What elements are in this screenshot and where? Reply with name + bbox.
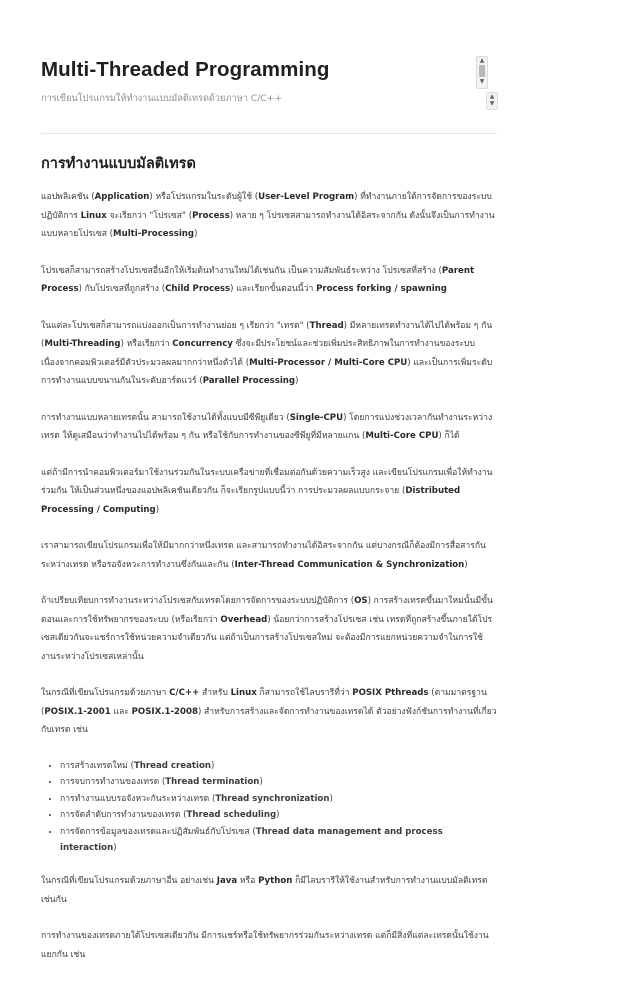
title-scroll-control[interactable] bbox=[476, 56, 488, 89]
header-divider bbox=[41, 133, 497, 134]
list-item bbox=[60, 774, 497, 791]
body-paragraph bbox=[41, 464, 497, 520]
thread-function-list bbox=[41, 758, 497, 858]
text-run: การจัดลำดับการทำงานของเทรด ( bbox=[60, 810, 187, 821]
body-paragraph bbox=[41, 684, 497, 740]
text-run: ) ก็ได้ bbox=[438, 431, 460, 441]
article-body bbox=[41, 150, 497, 982]
text-run: การสร้างเทรดใหม่ ( bbox=[60, 760, 134, 771]
emphasized-term: POSIX.1-2001 bbox=[44, 706, 111, 717]
emphasized-term: Python bbox=[258, 876, 293, 887]
emphasized-term: Multi-Processor / Multi-Core CPU bbox=[249, 357, 408, 368]
emphasized-term: Linux bbox=[80, 210, 107, 221]
emphasized-term: Parallel Processing bbox=[202, 376, 296, 386]
text-run: ก็สามารถใช้ไลบรารีที่ว่า bbox=[256, 688, 353, 698]
text-run: แอปพลิเคชัน ( bbox=[41, 192, 95, 202]
emphasized-term: Thread synchronization bbox=[215, 793, 330, 804]
text-run: ซึ่งจะมีประโยชน์และช่วยเพิ่มประสิทธิภาพในการทำงานของระบบเนื่องจากคอมพิวเตอร์มีตัวประมวลผลมากกว่าหนึ่งตัวได้ ( bbox=[41, 339, 475, 368]
text-run: ) bbox=[210, 760, 215, 771]
text-run: เราสามารถเขียนโปรแกรมเพื่อให้มีมากกว่าหนึ่งเทรด และสามารถทำงานได้อิสระจากกัน แต่บางกรณีก็ต้องมีการสื่อสารกันระหว่างเทรด หรือรอจังหวะการทำงานซึ่งกันและกัน ( bbox=[41, 541, 486, 570]
emphasized-term: Multi-Threading bbox=[44, 339, 121, 349]
emphasized-term: Inter-Thread Communication & Synchronization bbox=[234, 559, 465, 570]
text-run: ) bbox=[155, 504, 160, 515]
scroll-down-icon[interactable]: ▼ bbox=[479, 78, 485, 85]
text-run: ) หรือโปรแกรมในระดับผู้ใช้ ( bbox=[149, 192, 259, 202]
text-run: ) และเป็นการเพิ่มระดับการทำงานแบบขนานกันในระดับฮาร์ดแวร์ ( bbox=[41, 357, 493, 386]
text-run: ) bbox=[329, 793, 333, 804]
text-run: ) กับโปรเซสที่ถูกสร้าง ( bbox=[78, 284, 166, 294]
subtitle-scroll-control[interactable] bbox=[486, 92, 498, 110]
page-header bbox=[41, 56, 497, 106]
scroll-up-icon[interactable]: ▲ bbox=[489, 93, 495, 100]
text-run: และ bbox=[110, 706, 132, 717]
emphasized-term: Multi-Core CPU bbox=[365, 431, 439, 441]
text-run: ) bbox=[259, 777, 263, 788]
list-item bbox=[60, 824, 497, 857]
emphasized-term: Multi-Processing bbox=[113, 229, 195, 239]
emphasized-term: POSIX.1-2008 bbox=[131, 706, 198, 717]
text-run: ) มีหลายเทรดทำงานได้ไปได้พร้อม ๆ กัน ( bbox=[41, 320, 493, 349]
text-run: ) น้อยกว่าการสร้างโปรเซส เช่น เทรดที่ถูกสร้างขึ้นภายใต้โปรเซสเดียวกันจะแชร์การใช้หน่วยความจำเดียวกัน แต่ถ้าเป็นการสร้างโปรเซสใหม่ จะต้องมีการแยกหน่วยความจำในการใช้งานระหว่างโปรเซสเหล่านั้น bbox=[41, 614, 493, 662]
emphasized-term: OS bbox=[354, 596, 368, 606]
list-item bbox=[60, 758, 497, 775]
emphasized-term: Java bbox=[216, 876, 238, 887]
section-heading: การทำงานแบบมัลติเทรด bbox=[41, 156, 196, 172]
list-item bbox=[60, 807, 497, 824]
scroll-down-icon[interactable]: ▼ bbox=[489, 100, 495, 107]
body-paragraph bbox=[41, 188, 497, 244]
emphasized-term: Thread scheduling bbox=[186, 810, 277, 821]
text-run: ) bbox=[276, 810, 280, 821]
body-paragraph bbox=[41, 409, 497, 446]
body-paragraph bbox=[41, 317, 497, 391]
emphasized-term: POSIX Pthreads bbox=[352, 688, 429, 698]
text-run: ) หรือเรียกว่า bbox=[120, 339, 173, 349]
text-run: ) สำหรับการสร้างและจัดการทำงานของเทรดได้ ตัวอย่างฟังก์ชันการทำงานที่เกี่ยวกับเทรด เช่น bbox=[41, 706, 497, 735]
text-run: โปรเซสก็สามารถสร้างโปรเซสอื่นอีกให้เริ่มต้นทำงานใหม่ได้เช่นกัน เป็นความสัมพันธ์ระหว่าง โปรเซสที่สร้าง ( bbox=[41, 265, 442, 276]
emphasized-term: C/C++ bbox=[169, 688, 200, 698]
emphasized-term: Overhead bbox=[220, 614, 268, 625]
text-run: การทำงานของเทรดภายใต้โปรเซสเดียวกัน มีการแชร์หรือใช้ทรัพยากรร่วมกันระหว่างเทรด แต่ก็มีสิ่งที่แต่ละเทรดนั้นใช้งานแยกกัน เช่น bbox=[41, 931, 489, 960]
emphasized-term: Thread termination bbox=[165, 777, 260, 788]
page-subtitle: การเขียนโปรแกรมให้ทำงานแบบมัลติเทรดด้วยภาษา C/C++ bbox=[41, 93, 283, 104]
emphasized-term: Concurrency bbox=[172, 339, 233, 349]
body-paragraph bbox=[41, 872, 497, 909]
text-run: การจัดการข้อมูลของเทรดและปฏิสัมพันธ์กับโปรเซส ( bbox=[60, 826, 256, 837]
emphasized-term: Linux bbox=[230, 688, 257, 698]
text-run: การทำงานแบบรอจังหวะกันระหว่างเทรด ( bbox=[60, 793, 216, 804]
emphasized-term: Process bbox=[192, 210, 230, 221]
text-run: ก็มีไลบรารีให้ใช้งานสำหรับการทำงานแบบมัลติเทรดเช่นกัน bbox=[41, 876, 488, 905]
emphasized-term: Parent Process bbox=[41, 265, 475, 294]
text-run: จะเรียกว่า "โปรเซส" ( bbox=[106, 210, 193, 221]
list-item bbox=[60, 791, 497, 808]
text-run: ) bbox=[113, 843, 117, 854]
text-run: ในกรณีที่เขียนโปรแกรมด้วยภาษาอื่น อย่างเช่น bbox=[41, 876, 217, 887]
text-run: ) ที่ทำงานภายใต้การจัดการของระบบปฏิบัติการ bbox=[41, 192, 492, 221]
emphasized-term: Thread creation bbox=[133, 760, 211, 771]
emphasized-term: Thread data management and process interaction bbox=[60, 826, 443, 854]
text-run: ) bbox=[194, 229, 198, 239]
text-run: ถ้าเปรียบเทียบการทำงานระหว่างโปรเซสกับเทรดโดยการจัดการของระบบปฏิบัติการ ( bbox=[41, 596, 355, 606]
emphasized-term: Application bbox=[94, 192, 150, 202]
scroll-up-icon[interactable]: ▲ bbox=[479, 57, 485, 64]
text-run: ในแต่ละโปรเซสก็สามารถแบ่งออกเป็นการทำงานย่อย ๆ เรียกว่า "เทรด" ( bbox=[41, 320, 310, 331]
text-run: หรือ bbox=[237, 876, 259, 887]
text-run: แต่ถ้ามีการนำคอมพิวเตอร์มาใช้งานร่วมกันในระบบเครือข่ายที่เชื่อมต่อกันด้วยความเร็วสูง และเขียนโปรแกรมเพื่อให้ทำงานร่วมกัน ให้เป็นส่วนหนึ่งของแอปพลิเคชันเดียวกัน ก็จะเรียกรูปแบบนี้ว่า การประมวลผลแบบกระจาย ( bbox=[41, 467, 493, 496]
body-paragraph bbox=[41, 927, 497, 964]
emphasized-term: Distributed Processing / Computing bbox=[41, 486, 461, 515]
emphasized-term: Child Process bbox=[165, 284, 231, 294]
text-run: ) bbox=[295, 376, 299, 386]
text-run: ) หลาย ๆ โปรเซสสามารถทำงานได้อิสระจากกัน ดังนั้นจึงเป็นการทำงานแบบหลายโปรเซส ( bbox=[41, 210, 495, 239]
paragraphs-group bbox=[41, 188, 497, 740]
text-run: ) และเรียกขั้นตอนนี้ว่า bbox=[230, 284, 317, 294]
text-run: สำหรับ bbox=[199, 688, 231, 698]
emphasized-term: Single-CPU bbox=[289, 412, 344, 423]
body-paragraph bbox=[41, 262, 497, 299]
emphasized-term: Process forking / spawning bbox=[316, 284, 447, 294]
text-run: ) โดยการแบ่งช่วงเวลากันทำงานระหว่างเทรด ให้ดูเสมือนว่าทำงานไปได้พร้อม ๆ กัน หรือใช้กับการทำงานของซีพียูที่มีหลายแกน ( bbox=[41, 412, 493, 441]
text-run: (ตามมาตรฐาน ( bbox=[41, 688, 487, 717]
text-run: ในกรณีที่เขียนโปรแกรมด้วยภาษา bbox=[41, 688, 170, 698]
text-run: การจบการทำงานของเทรด ( bbox=[60, 777, 166, 788]
text-run: ) bbox=[464, 559, 468, 570]
text-run: การทำงานแบบหลายเทรดนั้น สามารถใช้งานได้ทั้งแบบมีซีพียูเดียว ( bbox=[41, 412, 290, 423]
page-title: Multi-Threaded Programming bbox=[41, 58, 330, 81]
scroll-thumb[interactable] bbox=[479, 65, 485, 77]
paragraphs-after-group bbox=[41, 872, 497, 964]
body-paragraph bbox=[41, 537, 497, 574]
emphasized-term: Thread bbox=[309, 320, 344, 331]
emphasized-term: User-Level Program bbox=[258, 192, 355, 202]
text-run: ) การสร้างเทรดขึ้นมาใหม่นั้นมีขั้นตอนและการใช้ทรัพยากรของระบบ (หรือเรียกว่า bbox=[41, 596, 493, 625]
body-paragraph bbox=[41, 592, 497, 666]
